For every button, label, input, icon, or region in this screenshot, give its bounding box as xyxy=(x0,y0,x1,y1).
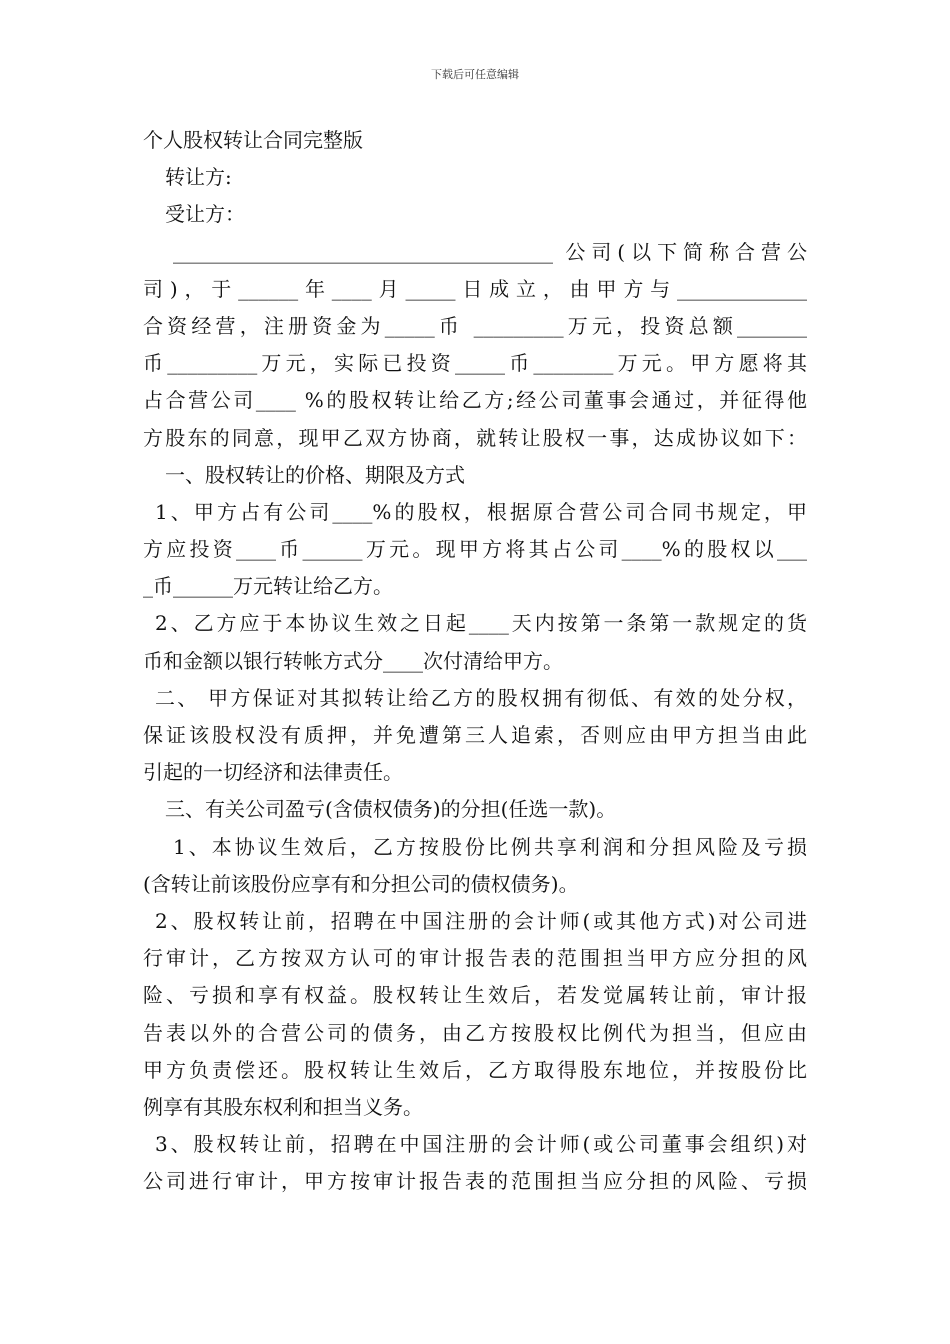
paragraph-line: 合资经营，注册资金为_____币 _________万元，投资总额_______ xyxy=(143,313,807,338)
clause-line: 险、亏损和享有权益。股权转让生效后，若发觉属转让前，审计报 xyxy=(143,983,807,1008)
paragraph-line: 引起的一切经济和法律责任。 xyxy=(143,760,403,785)
transferee-line: 受让方： xyxy=(165,202,245,227)
paragraph-line: 占合营公司____ %的股权转让给乙方;经公司董事会通过，并征得他 xyxy=(143,388,807,413)
clause-line: 1、本协议生效后，乙方按股份比例共享利润和分担风险及亏损 xyxy=(173,834,807,859)
clause-line: 公司进行审计，甲方按审计报告表的范围担当应分担的风险、亏损 xyxy=(143,1169,807,1194)
paragraph-line: 币_________万元，实际已投资_____币________万元。甲方愿将其 xyxy=(143,351,807,376)
document-title: 个人股权转让合同完整版 xyxy=(143,128,363,152)
transferor-line: 转让方: xyxy=(165,165,232,190)
clause-line: 2、股权转让前，招聘在中国注册的会计师(或其他方式)对公司进 xyxy=(155,908,807,933)
clause-line: 方应投资____币______万元。现甲方将其占公司____%的股权以___ xyxy=(143,537,807,562)
clause-line: 币和金额以银行转帐方式分____次付清给甲方。 xyxy=(143,648,563,673)
clause-line: 3、股权转让前，招聘在中国注册的会计师(或公司董事会组织)对 xyxy=(155,1132,807,1157)
paragraph-line: 方股东的同意，现甲乙双方协商，就转让股权一事，达成协议如下： xyxy=(143,425,807,450)
clause-line: (含转让前该股份应享有和分担公司的债权债务)。 xyxy=(143,871,579,896)
section-heading: 二、 甲方保证对其拟转让给乙方的股权拥有彻低、有效的处分权， xyxy=(155,685,807,710)
paragraph-line: ______________________________________ 公司(以下简称合营公 xyxy=(173,239,807,264)
clause-line: _币______万元转让给乙方。 xyxy=(143,574,393,599)
clause-line: 行审计，乙方按双方认可的审计报告表的范围担当甲方应分担的风 xyxy=(143,946,807,971)
clause-line: 1、甲方占有公司____%的股权，根据原合营公司合同书规定，甲 xyxy=(155,499,807,524)
header-note: 下载后可任意编辑 xyxy=(431,68,519,81)
clause-line: 2、乙方应于本协议生效之日起____天内按第一条第一款规定的货 xyxy=(155,611,807,636)
section-heading: 一、股权转让的价格、期限及方式 xyxy=(165,462,465,487)
clause-line: 例享有其股东权利和担当义务。 xyxy=(143,1094,423,1119)
section-heading: 三、有关公司盈亏(含债权债务)的分担(任选一款)。 xyxy=(165,797,617,822)
paragraph-line: 保证该股权没有质押，并免遭第三人追索，否则应由甲方担当由此 xyxy=(143,723,807,747)
paragraph-line: 司)，于______年____月_____日成立，由甲方与_____________ xyxy=(143,276,807,301)
document-body xyxy=(143,122,807,1200)
clause-line: 甲方负责偿还。股权转让生效后，乙方取得股东地位，并按股份比 xyxy=(143,1057,807,1082)
clause-line: 告表以外的合营公司的债务，由乙方按股权比例代为担当，但应由 xyxy=(143,1020,807,1045)
